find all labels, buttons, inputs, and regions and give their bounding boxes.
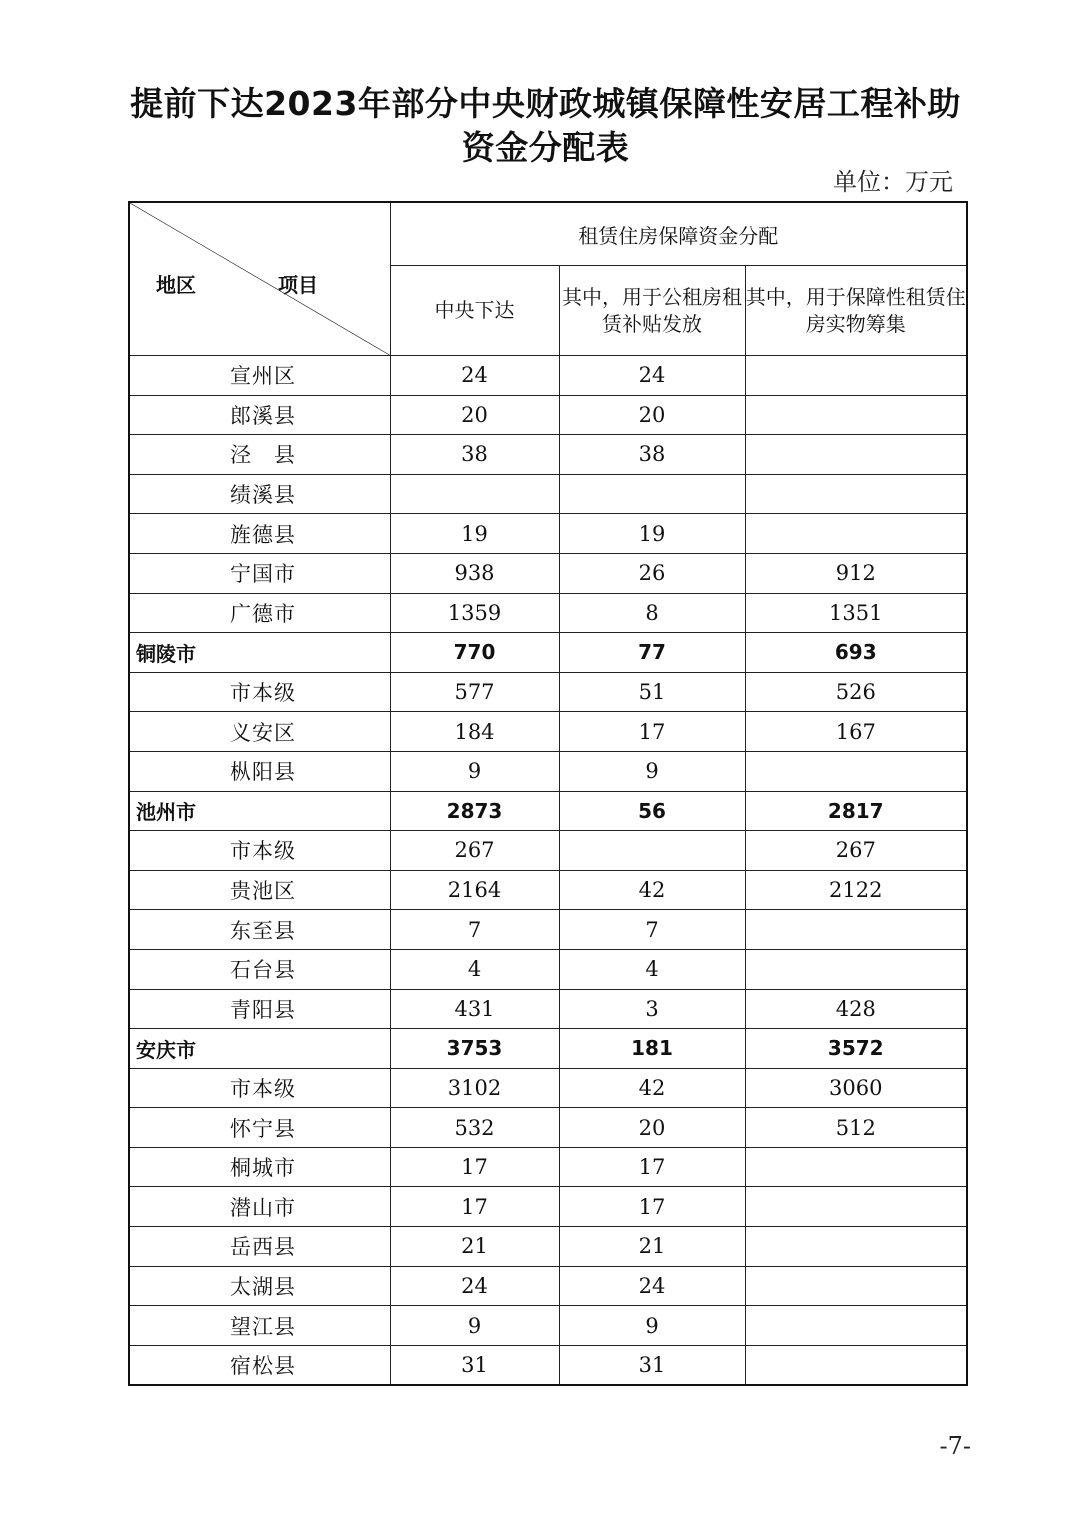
region-cell: 潜山市 — [129, 1187, 390, 1227]
region-cell: 泾 县 — [129, 435, 390, 475]
city-subtotal-row — [129, 791, 967, 831]
region-cell: 绩溪县 — [129, 474, 390, 514]
table-row — [129, 553, 967, 593]
table-row — [129, 1345, 967, 1385]
table-row — [129, 395, 967, 435]
physical-housing-cell — [745, 1345, 967, 1385]
table-row — [129, 514, 967, 554]
region-cell: 贵池区 — [129, 870, 390, 910]
header-col-central: 中央下达 — [390, 266, 559, 356]
physical-housing-cell — [745, 395, 967, 435]
rental-subsidy-cell: 181 — [559, 1029, 745, 1069]
table-row — [129, 1108, 967, 1148]
central-amount-cell: 532 — [390, 1108, 559, 1148]
region-cell: 桐城市 — [129, 1147, 390, 1187]
physical-housing-cell: 2817 — [745, 791, 967, 831]
rental-subsidy-cell: 51 — [559, 672, 745, 712]
central-amount-cell: 20 — [390, 395, 559, 435]
city-subtotal-row — [129, 1029, 967, 1069]
table-row — [129, 1068, 967, 1108]
physical-housing-cell: 3060 — [745, 1068, 967, 1108]
region-cell: 怀宁县 — [129, 1108, 390, 1148]
central-amount-cell: 3753 — [390, 1029, 559, 1069]
region-cell: 岳西县 — [129, 1227, 390, 1267]
rental-subsidy-cell: 8 — [559, 593, 745, 633]
region-cell: 太湖县 — [129, 1266, 390, 1306]
physical-housing-cell — [745, 435, 967, 475]
rental-subsidy-cell: 56 — [559, 791, 745, 831]
central-amount-cell: 770 — [390, 633, 559, 673]
central-amount-cell: 7 — [390, 910, 559, 950]
rental-subsidy-cell: 19 — [559, 514, 745, 554]
physical-housing-cell — [745, 1266, 967, 1306]
rental-subsidy-cell: 24 — [559, 356, 745, 396]
region-cell: 石台县 — [129, 949, 390, 989]
table-row — [129, 831, 967, 871]
table-header — [129, 202, 967, 356]
table-row — [129, 712, 967, 752]
table-row — [129, 1227, 967, 1267]
central-amount-cell: 17 — [390, 1147, 559, 1187]
physical-housing-cell — [745, 910, 967, 950]
rental-subsidy-cell — [559, 474, 745, 514]
physical-housing-cell — [745, 474, 967, 514]
table-row — [129, 435, 967, 475]
table-row — [129, 910, 967, 950]
region-cell: 安庆市 — [129, 1029, 390, 1069]
central-amount-cell: 2873 — [390, 791, 559, 831]
rental-subsidy-cell — [559, 831, 745, 871]
physical-housing-cell: 526 — [745, 672, 967, 712]
region-cell: 广德市 — [129, 593, 390, 633]
rental-subsidy-cell: 9 — [559, 751, 745, 791]
header-region-label: 地区 — [156, 273, 196, 297]
region-cell: 望江县 — [129, 1306, 390, 1346]
central-amount-cell: 17 — [390, 1187, 559, 1227]
rental-subsidy-cell: 38 — [559, 435, 745, 475]
page-number: -7- — [939, 1432, 971, 1460]
page-title-line-1: 提前下达2023年部分中央财政城镇保障性安居工程补助 — [130, 84, 961, 124]
physical-housing-cell: 267 — [745, 831, 967, 871]
region-cell: 东至县 — [129, 910, 390, 950]
central-amount-cell: 1359 — [390, 593, 559, 633]
central-amount-cell: 431 — [390, 989, 559, 1029]
central-amount-cell: 267 — [390, 831, 559, 871]
region-cell: 宣州区 — [129, 356, 390, 396]
table-row — [129, 751, 967, 791]
physical-housing-cell: 1351 — [745, 593, 967, 633]
table-row — [129, 949, 967, 989]
rental-subsidy-cell: 20 — [559, 395, 745, 435]
central-amount-cell — [390, 474, 559, 514]
physical-housing-cell: 428 — [745, 989, 967, 1029]
rental-subsidy-cell: 20 — [559, 1108, 745, 1148]
rental-subsidy-cell: 3 — [559, 989, 745, 1029]
central-amount-cell: 24 — [390, 1266, 559, 1306]
central-amount-cell: 19 — [390, 514, 559, 554]
region-cell: 市本级 — [129, 672, 390, 712]
central-amount-cell: 31 — [390, 1345, 559, 1385]
physical-housing-cell: 693 — [745, 633, 967, 673]
table-row — [129, 593, 967, 633]
rental-subsidy-cell: 42 — [559, 870, 745, 910]
physical-housing-cell — [745, 356, 967, 396]
rental-subsidy-cell: 77 — [559, 633, 745, 673]
header-col-physical: 其中，用于保障性租赁住房实物筹集 — [745, 266, 967, 356]
rental-subsidy-cell: 24 — [559, 1266, 745, 1306]
region-cell: 池州市 — [129, 791, 390, 831]
table-body — [129, 356, 967, 1386]
region-cell: 义安区 — [129, 712, 390, 752]
page-title-line-2: 资金分配表 — [461, 128, 630, 168]
region-cell: 郎溪县 — [129, 395, 390, 435]
unit-label: 单位：万元 — [833, 168, 953, 196]
central-amount-cell: 9 — [390, 751, 559, 791]
header-col-subsidy: 其中，用于公租房租赁补贴发放 — [559, 266, 745, 356]
table-row — [129, 1306, 967, 1346]
physical-housing-cell: 3572 — [745, 1029, 967, 1069]
header-group-label: 租赁住房保障资金分配 — [390, 202, 967, 266]
table-row — [129, 989, 967, 1029]
table-row — [129, 1187, 967, 1227]
physical-housing-cell — [745, 751, 967, 791]
region-cell: 铜陵市 — [129, 633, 390, 673]
table-row — [129, 870, 967, 910]
central-amount-cell: 21 — [390, 1227, 559, 1267]
rental-subsidy-cell: 17 — [559, 712, 745, 752]
region-cell: 宁国市 — [129, 553, 390, 593]
table-row — [129, 1266, 967, 1306]
central-amount-cell: 24 — [390, 356, 559, 396]
physical-housing-cell: 167 — [745, 712, 967, 752]
region-cell: 青阳县 — [129, 989, 390, 1029]
city-subtotal-row — [129, 633, 967, 673]
physical-housing-cell — [745, 514, 967, 554]
table-row — [129, 356, 967, 396]
physical-housing-cell: 2122 — [745, 870, 967, 910]
rental-subsidy-cell: 17 — [559, 1187, 745, 1227]
rental-subsidy-cell: 26 — [559, 553, 745, 593]
region-cell: 宿松县 — [129, 1345, 390, 1385]
physical-housing-cell — [745, 1306, 967, 1346]
rental-subsidy-cell: 7 — [559, 910, 745, 950]
allocation-table — [128, 201, 968, 1386]
page-title — [0, 82, 1091, 170]
table-row — [129, 474, 967, 514]
central-amount-cell: 38 — [390, 435, 559, 475]
rental-subsidy-cell: 9 — [559, 1306, 745, 1346]
region-cell: 枞阳县 — [129, 751, 390, 791]
region-cell: 旌德县 — [129, 514, 390, 554]
table-row — [129, 672, 967, 712]
region-cell: 市本级 — [129, 1068, 390, 1108]
table-row — [129, 1147, 967, 1187]
physical-housing-cell — [745, 1227, 967, 1267]
central-amount-cell: 184 — [390, 712, 559, 752]
physical-housing-cell — [745, 1147, 967, 1187]
central-amount-cell: 9 — [390, 1306, 559, 1346]
physical-housing-cell — [745, 1187, 967, 1227]
rental-subsidy-cell: 4 — [559, 949, 745, 989]
physical-housing-cell: 512 — [745, 1108, 967, 1148]
central-amount-cell: 577 — [390, 672, 559, 712]
rental-subsidy-cell: 17 — [559, 1147, 745, 1187]
rental-subsidy-cell: 21 — [559, 1227, 745, 1267]
region-cell: 市本级 — [129, 831, 390, 871]
physical-housing-cell — [745, 949, 967, 989]
central-amount-cell: 3102 — [390, 1068, 559, 1108]
rental-subsidy-cell: 42 — [559, 1068, 745, 1108]
physical-housing-cell: 912 — [745, 553, 967, 593]
central-amount-cell: 938 — [390, 553, 559, 593]
central-amount-cell: 2164 — [390, 870, 559, 910]
rental-subsidy-cell: 31 — [559, 1345, 745, 1385]
diagonal-header-cell — [129, 202, 390, 356]
central-amount-cell: 4 — [390, 949, 559, 989]
header-item-label: 项目 — [278, 273, 318, 297]
